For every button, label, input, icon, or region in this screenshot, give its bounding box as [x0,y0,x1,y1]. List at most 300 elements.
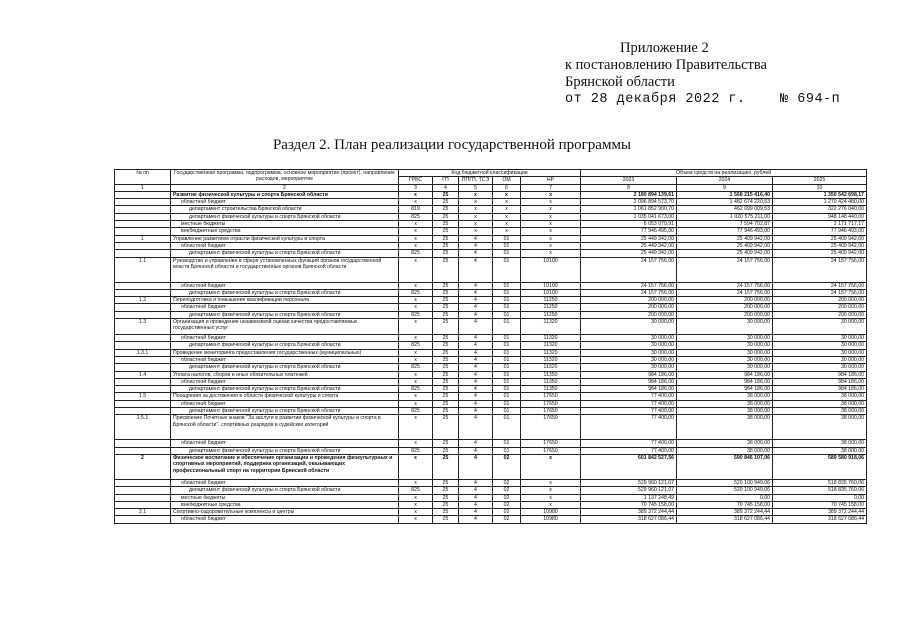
amount-2024: 25 409 942,00 [677,242,773,249]
row-name: департамент физической культуры и спорта Брянской области [171,447,399,454]
col-index-cell: 6 [493,184,521,191]
amount-2024: 200 000,00 [677,311,773,318]
table-row [115,393,867,400]
om-cell: 01 [493,415,521,440]
amount-2024: 200 000,00 [677,304,773,311]
row-name: областной бюджет [171,356,399,363]
om-cell: 01 [493,342,521,349]
amount-2024: 520 100 949,06 [677,487,773,494]
nr-cell: х [521,235,581,242]
amount-2025: 38 000,00 [773,415,867,440]
table-row [115,257,867,282]
row-name: Организация и проведение независимой оценки качества предоставляемых государственных услуг [171,319,399,335]
amount-2023: 1 061 852 900,70 [581,206,677,213]
amount-2025: 24 157 756,00 [773,289,867,296]
amount-2025: 25 409 942,00 [773,250,867,257]
nr-cell: х [521,213,581,220]
grbs-cell: х [399,349,433,356]
amount-2025: 30 000,00 [773,342,867,349]
om-cell: 02 [493,494,521,501]
ppgp-cell: 4 [459,311,493,318]
gp-cell: 25 [433,304,459,311]
row-name: областной бюджет [171,400,399,407]
amount-2024: 0,00 [677,494,773,501]
amount-2024: 25 409 942,00 [677,235,773,242]
grbs-cell: х [399,494,433,501]
row-number [115,206,171,213]
row-name: Проведение мониторинга предоставления государственных (муниципальных) [171,349,399,356]
grbs-cell: х [399,221,433,228]
amount-2025: 38 000,00 [773,393,867,400]
amount-2025: 984 186,00 [773,386,867,393]
amount-2025: 25 409 942,00 [773,242,867,249]
row-name: департамент физической культуры и спорта Брянской области [171,408,399,415]
gp-cell: 25 [433,242,459,249]
gp-cell: 25 [433,349,459,356]
col-header-2023: 2023 [581,177,677,184]
amount-2025: 24 157 756,00 [773,282,867,289]
table-row [115,378,867,385]
amount-2023: 30 000,00 [581,356,677,363]
grbs-cell: 825 [399,408,433,415]
nr-cell: х [521,479,581,486]
amount-2024: 38 000,00 [677,415,773,440]
grbs-cell: 825 [399,250,433,257]
table-row [115,221,867,228]
grbs-cell: х [399,335,433,342]
nr-cell: х [521,191,581,198]
table-row [115,516,867,523]
grbs-cell: х [399,235,433,242]
amount-2025: 389 372 244,44 [773,509,867,516]
gp-cell: 25 [433,289,459,296]
ppgp-cell: х [459,221,493,228]
row-number [115,221,171,228]
om-cell: 02 [493,487,521,494]
nr-cell: х [521,501,581,508]
om-cell: 01 [493,297,521,304]
gp-cell: 25 [433,311,459,318]
amount-2023: 24 157 756,00 [581,289,677,296]
table-row [115,440,867,447]
amount-2023: 24 157 756,00 [581,282,677,289]
om-cell: 01 [493,371,521,378]
table-row [115,228,867,235]
row-name: департамент физической культуры и спорта Брянской области [171,311,399,318]
row-number [115,335,171,342]
col-index-cell: 4 [433,184,459,191]
ppgp-cell: 4 [459,516,493,523]
col-header-grbs: ГРБС [399,177,433,184]
gp-cell: 25 [433,386,459,393]
table-row [115,479,867,486]
amount-2025: 38 000,00 [773,408,867,415]
col-header-volume: Объем средств на реализацию, рублей [581,170,867,177]
om-cell: 01 [493,289,521,296]
amount-2024: 462 099 009,53 [677,206,773,213]
row-number: 1.4 [115,371,171,378]
gp-cell: 25 [433,479,459,486]
amount-2023: 984 186,00 [581,371,677,378]
table-body [115,191,867,523]
ppgp-cell: 4 [459,242,493,249]
nr-cell: 17650 [521,447,581,454]
row-number: 1.2 [115,297,171,304]
om-cell: 01 [493,257,521,282]
table-row [115,386,867,393]
nr-cell: х [521,221,581,228]
ppgp-cell: 4 [459,335,493,342]
table-row [115,311,867,318]
nr-cell: 10980 [521,516,581,523]
amount-2024: 24 157 756,00 [677,257,773,282]
grbs-cell: х [399,516,433,523]
appendix-line-1: Приложение 2 [620,40,709,56]
amount-2023: 77 400,00 [581,440,677,447]
ppgp-cell: 4 [459,440,493,447]
row-name: областной бюджет [171,199,399,206]
table-row [115,487,867,494]
table-row [115,199,867,206]
amount-2023: 77 400,00 [581,393,677,400]
om-cell: 01 [493,282,521,289]
amount-2025: 200 000,00 [773,311,867,318]
nr-cell: х [521,242,581,249]
amount-2025: 24 157 756,00 [773,257,867,282]
row-number [115,356,171,363]
om-cell: 01 [493,349,521,356]
amount-2023: 601 842 527,56 [581,454,677,479]
row-number [115,199,171,206]
gp-cell: 25 [433,282,459,289]
om-cell: х [493,206,521,213]
amount-2025: 30 000,00 [773,349,867,356]
gp-cell: 25 [433,213,459,220]
amount-2023: 77 400,00 [581,408,677,415]
nr-cell: 10100 [521,282,581,289]
ppgp-cell: 4 [459,408,493,415]
om-cell: 02 [493,509,521,516]
amount-2023: 30 000,00 [581,319,677,335]
row-number [115,342,171,349]
ppgp-cell: 4 [459,415,493,440]
gp-cell: 25 [433,378,459,385]
om-cell: 02 [493,501,521,508]
col-header-budget-code: Код бюджетной классификации [399,170,581,177]
ppgp-cell: х [459,191,493,198]
nr-cell: 17650 [521,440,581,447]
amount-2025: 200 000,00 [773,297,867,304]
row-name: департамент физической культуры и спорта Брянской области [171,364,399,371]
ppgp-cell: 4 [459,282,493,289]
row-name: департамент физической культуры и спорта Брянской области [171,487,399,494]
amount-2024: 30 000,00 [677,335,773,342]
grbs-cell: х [399,304,433,311]
amount-2023: 200 000,00 [581,297,677,304]
table-row [115,242,867,249]
nr-cell: х [521,206,581,213]
row-number: 2 [115,454,171,479]
nr-cell: 11320 [521,364,581,371]
ppgp-cell: 4 [459,364,493,371]
amount-2024: 24 157 756,00 [677,282,773,289]
grbs-cell: 825 [399,342,433,349]
row-name: областной бюджет [171,378,399,385]
gp-cell: 25 [433,297,459,304]
table-row [115,319,867,335]
amount-2025: 38 000,00 [773,440,867,447]
row-name: областной бюджет [171,242,399,249]
grbs-cell: х [399,454,433,479]
grbs-cell: х [399,228,433,235]
amount-2024: 30 000,00 [677,356,773,363]
gp-cell: 25 [433,400,459,407]
gp-cell: 25 [433,415,459,440]
nr-cell: х [521,494,581,501]
amount-2025: 948 148 440,00 [773,213,867,220]
nr-cell: х [521,250,581,257]
amount-2023: 1 035 041 673,00 [581,213,677,220]
table-row [115,356,867,363]
row-name: областной бюджет [171,440,399,447]
amount-2023: 70 745 158,00 [581,501,677,508]
section-title: Раздел 2. План реализации государственной программы [272,137,632,153]
om-cell: 01 [493,364,521,371]
col-header-2025: 2025 [773,177,867,184]
program-plan-table [114,169,867,524]
row-name: областной бюджет [171,304,399,311]
nr-cell: 11250 [521,311,581,318]
row-number [115,487,171,494]
amount-2024: 38 000,00 [677,447,773,454]
amount-2025: 589 580 918,06 [773,454,867,479]
row-name: Поощрения за достижения в области физической культуры и спорта [171,393,399,400]
table-row [115,289,867,296]
amount-2025: 518 835 760,06 [773,487,867,494]
row-name: Переподготовка и повышение квалификации персонала [171,297,399,304]
table-row [115,342,867,349]
grbs-cell: х [399,501,433,508]
ppgp-cell: 4 [459,479,493,486]
grbs-cell: 825 [399,386,433,393]
amount-2023: 200 000,00 [581,304,677,311]
om-cell: 01 [493,319,521,335]
amount-2025: 38 000,00 [773,447,867,454]
table-row [115,250,867,257]
table-row [115,206,867,213]
nr-cell: 10980 [521,509,581,516]
gp-cell: 25 [433,501,459,508]
row-number [115,228,171,235]
table-row [115,454,867,479]
gp-cell: 25 [433,335,459,342]
amount-2024: 984 186,00 [677,378,773,385]
grbs-cell: х [399,282,433,289]
table-row [115,447,867,454]
amount-2025: 30 000,00 [773,356,867,363]
nr-cell: х [521,199,581,206]
col-header-num: № пп [115,170,171,185]
row-number: 1.1 [115,257,171,282]
amount-2024: 38 000,00 [677,400,773,407]
amount-2025: 30 000,00 [773,319,867,335]
amount-2024: 984 186,00 [677,386,773,393]
amount-2024: 1 482 674 220,53 [677,199,773,206]
gp-cell: 25 [433,364,459,371]
col-header-om: ОМ [493,177,521,184]
grbs-cell: х [399,479,433,486]
row-name: Спортивно-оздоровительные комплексы и центры [171,509,399,516]
row-number [115,386,171,393]
nr-cell: х [521,487,581,494]
col-index-cell: 2 [171,184,399,191]
ppgp-cell: 4 [459,509,493,516]
ppgp-cell: 4 [459,386,493,393]
row-number: 1.5.1 [115,415,171,440]
ppgp-cell: 4 [459,319,493,335]
col-index-cell: 8 [581,184,677,191]
row-name: департамент физической культуры и спорта Брянской области [171,213,399,220]
row-name: областной бюджет [171,479,399,486]
table-row [115,235,867,242]
col-index-cell: 7 [521,184,581,191]
row-name: Руководство и управление в сфере установленных функций органов государственной власти Брянской области и государственных органов Брянской области [171,257,399,282]
amount-2024: 77 946 493,00 [677,228,773,235]
grbs-cell: х [399,297,433,304]
col-index-cell: 5 [459,184,493,191]
amount-2025: 30 000,00 [773,335,867,342]
nr-cell: 11250 [521,297,581,304]
grbs-cell: х [399,440,433,447]
amount-2024: 1 568 215 416,40 [677,191,773,198]
ppgp-cell: 4 [459,371,493,378]
amount-2023: 77 400,00 [581,415,677,440]
grbs-cell: 819 [399,206,433,213]
row-number [115,440,171,447]
amount-2025: 30 000,00 [773,364,867,371]
om-cell: 01 [493,400,521,407]
nr-cell: 11320 [521,342,581,349]
om-cell: 01 [493,242,521,249]
grbs-cell: х [399,415,433,440]
col-header-ppgp: ППГП, ТСЭ [459,177,493,184]
row-name: областной бюджет [171,282,399,289]
table-row [115,509,867,516]
row-number [115,250,171,257]
om-cell: 01 [493,311,521,318]
amount-2025: 984 186,00 [773,371,867,378]
grbs-cell: 825 [399,487,433,494]
row-number: 1.3 [115,319,171,335]
appendix-date-line: от 28 декабря 2022 г. № 694-п [565,92,841,107]
ppgp-cell: 4 [459,250,493,257]
gp-cell: 25 [433,250,459,257]
gp-cell: 25 [433,454,459,479]
row-name: местные бюджеты [171,494,399,501]
ppgp-cell: 4 [459,400,493,407]
amount-2024: 318 627 086,44 [677,516,773,523]
table-row [115,415,867,440]
row-name: местные бюджеты [171,221,399,228]
om-cell: 01 [493,378,521,385]
amount-2023: 2 096 894 573,70 [581,199,677,206]
col-index-cell: 9 [677,184,773,191]
gp-cell: 25 [433,393,459,400]
om-cell: 02 [493,516,521,523]
row-name: Управление развитием отрасли физической культуры и спорта [171,235,399,242]
row-number [115,213,171,220]
amount-2023: 30 000,00 [581,342,677,349]
amount-2023: 984 186,00 [581,378,677,385]
ppgp-cell: х [459,206,493,213]
amount-2025: 200 000,00 [773,304,867,311]
grbs-cell: 825 [399,311,433,318]
gp-cell: 25 [433,408,459,415]
row-name: департамент физической культуры и спорта Брянской области [171,289,399,296]
om-cell: 01 [493,440,521,447]
gp-cell: 25 [433,257,459,282]
table-row [115,213,867,220]
ppgp-cell: 4 [459,487,493,494]
nr-cell: 17650 [521,393,581,400]
row-name: областной бюджет [171,516,399,523]
row-name: внебюджетные средства [171,501,399,508]
ppgp-cell: 4 [459,289,493,296]
amount-2024: 30 000,00 [677,342,773,349]
row-number: 1.3.1 [115,349,171,356]
om-cell: 02 [493,479,521,486]
om-cell: 01 [493,304,521,311]
grbs-cell: х [399,199,433,206]
amount-2025: 984 186,00 [773,378,867,385]
amount-2023: 25 449 342,00 [581,250,677,257]
ppgp-cell: 4 [459,447,493,454]
ppgp-cell: 4 [459,235,493,242]
om-cell: 02 [493,454,521,479]
amount-2025: 322 276 040,00 [773,206,867,213]
row-name: внебюджетные средства [171,228,399,235]
om-cell: х [493,199,521,206]
amount-2024: 520 100 949,06 [677,479,773,486]
grbs-cell: х [399,378,433,385]
row-name: Присвоение Почетных знаков "За заслуги в развитии физической культуры и спорта в Брянской области", спортивных разрядов и судейских категорий [171,415,399,440]
row-number [115,364,171,371]
amount-2023: 77 400,00 [581,400,677,407]
table-row [115,304,867,311]
om-cell: 01 [493,393,521,400]
row-name: департамент физической культуры и спорта Брянской области [171,250,399,257]
row-number: 1 [115,235,171,242]
amount-2023: 30 000,00 [581,349,677,356]
table-row [115,364,867,371]
amount-2024: 200 000,00 [677,297,773,304]
nr-cell: 11320 [521,319,581,335]
row-number [115,304,171,311]
gp-cell: 25 [433,342,459,349]
amount-2024: 38 000,00 [677,440,773,447]
gp-cell: 25 [433,487,459,494]
gp-cell: 25 [433,356,459,363]
om-cell: 01 [493,386,521,393]
amount-2023: 984 186,00 [581,386,677,393]
row-number [115,242,171,249]
gp-cell: 25 [433,447,459,454]
row-name: Развитие физической культуры и спорта Брянской области [171,191,399,198]
nr-cell: 11320 [521,349,581,356]
gp-cell: 25 [433,494,459,501]
nr-cell: 11250 [521,304,581,311]
om-cell: х [493,221,521,228]
